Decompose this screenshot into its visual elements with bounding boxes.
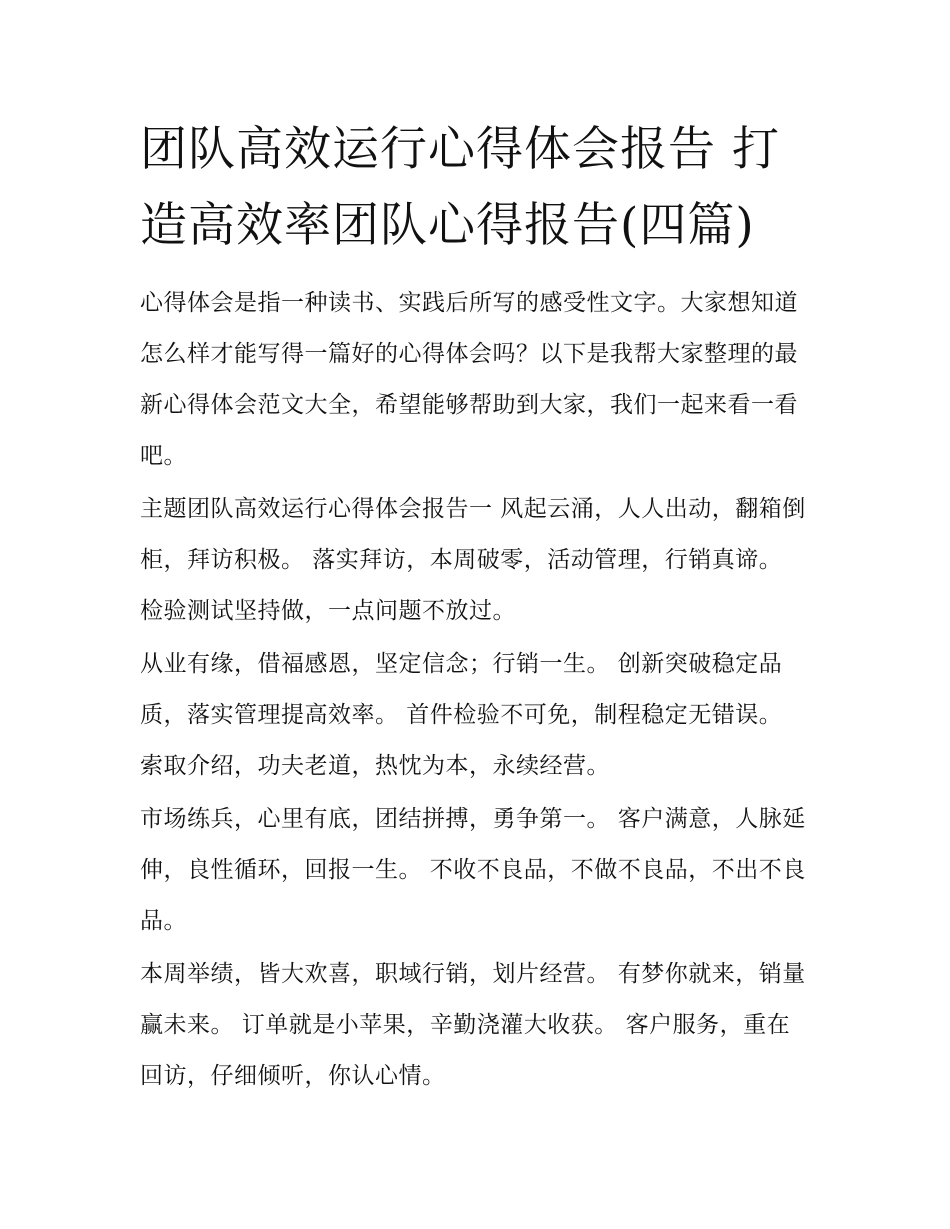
paragraph-slogans-two: 市场练兵，心里有底，团结拼搏，勇争第一。 客户满意，人脉延伸，良性循环，回报一生。 不收不良品，不做不良品，不出不良品。	[140, 806, 806, 934]
paragraph-intro: 心得体会是指一种读书、实践后所写的感受性文字。大家想知道怎么样才能写得一篇好的心得体会吗？以下是我帮大家整理的最新心得体会范文大全，希望能够帮助到大家，我们一起来看一看吧。	[140, 290, 798, 469]
paragraph-slogans-one: 从业有缘，借福感恩，坚定信念；行销一生。 创新突破稳定品质，落实管理提高效率。 首件检验不可免，制程稳定无错误。 索取介绍，功夫老道，热忱为本，永续经营。	[140, 651, 783, 779]
document-body	[140, 112, 812, 1104]
paragraph-report-one: 主题团队高效运行心得体会报告一 风起云涌，人人出动，翻箱倒柜，拜访积极。 落实拜访，本周破零，活动管理，行销真谛。 检验测试坚持做，一点问题不放过。	[140, 496, 806, 624]
document-title: 团队高效运行心得体会报告 打造高效率团队心得报告(四篇)	[140, 122, 780, 253]
paragraph-slogans-three: 本周举绩，皆大欢喜，职域行销，划片经营。 有梦你就来，销量赢未来。 订单就是小苹果，辛勤浇灌大收获。 客户服务，重在回访，仔细倾听，你认心情。	[140, 961, 806, 1089]
